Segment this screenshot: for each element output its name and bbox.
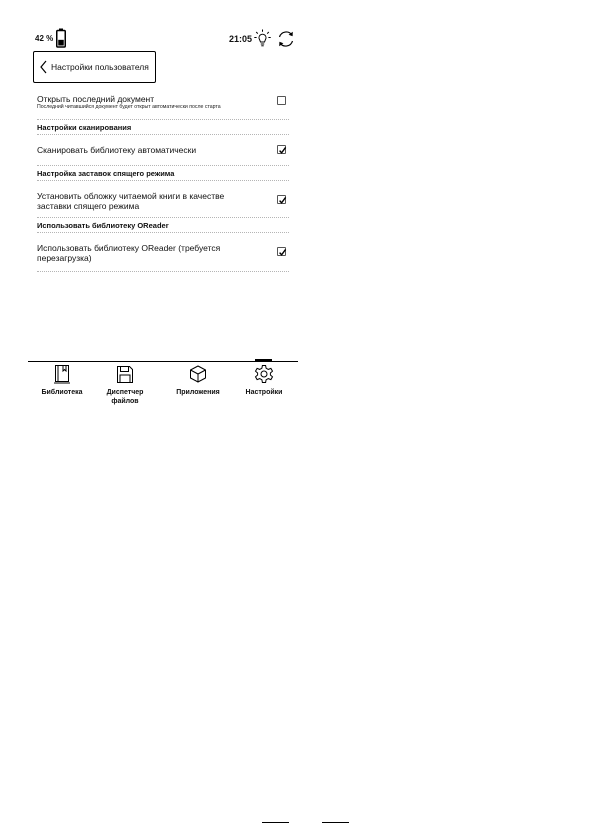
nav-label: Библиотека <box>41 389 83 396</box>
setting-open-last-document[interactable] <box>37 88 289 120</box>
section-header-sleep-screens: Настройка заставок спящего режима <box>37 166 289 181</box>
bottom-navigation <box>28 364 298 424</box>
section-header-scanning: Настройки сканирования <box>37 120 289 135</box>
setting-use-oreader[interactable] <box>37 233 289 272</box>
checkbox[interactable] <box>277 195 286 204</box>
nav-item-file-manager[interactable] <box>92 364 158 406</box>
setting-label: Использовать библиотеку OReader (требуется перезагрузка) <box>37 243 221 263</box>
sync-icon[interactable] <box>276 29 296 49</box>
setting-scan-library-auto[interactable] <box>37 135 289 166</box>
bottom-mark-left <box>262 822 289 823</box>
checkmark-icon <box>278 196 287 205</box>
nav-label: Приложения <box>176 389 220 396</box>
setting-sleep-cover[interactable] <box>37 181 289 218</box>
nav-item-settings[interactable] <box>231 364 297 397</box>
library-icon <box>53 364 71 384</box>
nav-divider <box>28 361 298 362</box>
nav-active-indicator <box>255 359 272 361</box>
checkbox[interactable] <box>277 145 286 154</box>
checkbox[interactable] <box>277 96 286 105</box>
status-bar <box>28 28 298 50</box>
setting-label: Открыть последний документ <box>37 94 155 104</box>
checkmark-icon <box>278 146 287 155</box>
file-manager-icon <box>116 364 134 384</box>
back-button[interactable] <box>33 51 156 83</box>
checkbox[interactable] <box>277 247 286 256</box>
chevron-left-icon <box>39 60 48 74</box>
page-title: Настройки пользователя <box>51 62 149 72</box>
nav-item-apps[interactable] <box>165 364 231 397</box>
battery-percent: 42 % <box>35 34 54 43</box>
apps-icon <box>188 364 208 384</box>
setting-label: Сканировать библиотеку автоматически <box>37 145 197 155</box>
checkmark-icon <box>278 248 287 257</box>
setting-label: Установить обложку читаемой книги в качестве заставки спящего режима <box>37 191 225 211</box>
section-header-oreader: Использовать библиотеку OReader <box>37 218 289 233</box>
frontlight-icon[interactable] <box>254 29 271 49</box>
settings-list <box>37 88 289 272</box>
nav-label: Настройки <box>245 389 283 396</box>
settings-gear-icon <box>254 364 274 384</box>
setting-description: Последний читавшийся документ будет открыт автоматически после старта <box>37 104 221 110</box>
nav-item-library[interactable] <box>29 364 95 397</box>
battery-icon <box>56 28 66 48</box>
clock: 21:05 <box>229 34 253 44</box>
nav-label: Диспетчер файлов <box>106 389 144 405</box>
bottom-mark-right <box>322 822 349 823</box>
